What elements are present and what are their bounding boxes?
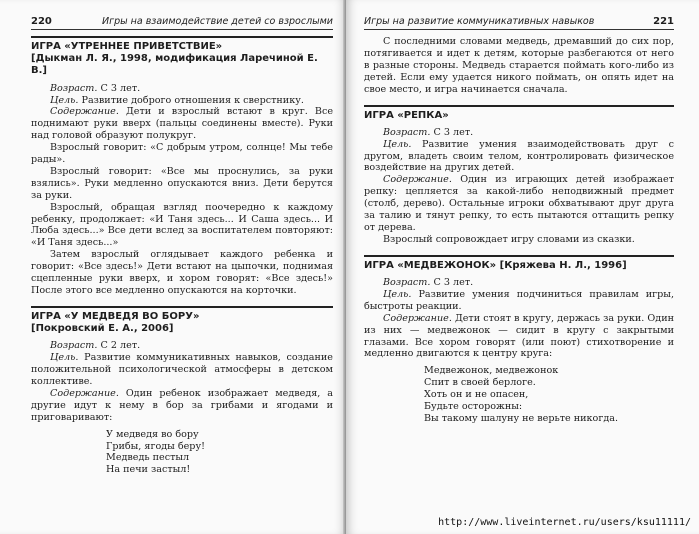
content-text: Один из играющих детей изображает репку: цепляется за какой-либо неподвижный предмет (столб, дерево). Остальные игроки обхватывают друг друга за талию и тянут репку, то есть пытаются оттащить репку от дерева. xyxy=(364,174,674,233)
content-paragraph xyxy=(364,174,674,234)
poem-line: Вы такому шалуну не верьте никогда. xyxy=(424,412,619,424)
body-paragraph: Взрослый говорит: «С добрым утром, солнце! Мы тебе рады». xyxy=(31,142,333,166)
poem-line: У медведя во бору xyxy=(106,428,199,440)
running-head: Игры на развитие коммуникативных навыков xyxy=(364,16,595,27)
right-page xyxy=(346,0,699,534)
game-title: ИГРА «РЕПКА» xyxy=(364,109,449,121)
poem-line: Хоть он и не опасен, xyxy=(424,389,529,401)
left-page-header xyxy=(31,8,333,30)
goal-text: Развитие умения взаимодействовать друг с другом, владеть своим телом, контролировать физическое воздействие на других детей. xyxy=(364,138,674,174)
left-page-content xyxy=(31,36,333,476)
content-label: Содержание. xyxy=(383,174,452,186)
age-label: Возраст. xyxy=(50,340,98,352)
game-title: ИГРА «МЕДВЕЖОНОК» [Кряжева Н. Л., 1996] xyxy=(364,259,627,271)
content-label: Содержание. xyxy=(50,387,119,399)
left-page xyxy=(0,0,346,534)
page-number: 221 xyxy=(653,16,674,27)
age-paragraph xyxy=(31,83,333,95)
content-text: Дети и взрослый встают в круг. Все поднимают руки вверх (пальцы соединены вместе). Руки над головой образуют полукруг. xyxy=(31,106,333,142)
goal-paragraph xyxy=(364,289,674,313)
age-value: С 2 лет. xyxy=(97,340,141,352)
game-title-block xyxy=(31,36,333,78)
content-paragraph xyxy=(364,313,674,361)
content-label: Содержание. xyxy=(50,106,119,118)
content-paragraph xyxy=(31,388,333,424)
right-page-content xyxy=(364,36,674,425)
age-label: Возраст. xyxy=(383,126,431,138)
body-paragraph: Взрослый говорит: «Все мы проснулись, за руки взялись». Руки медленно опускаются вниз. Дети берутся за руки. xyxy=(31,165,333,201)
age-paragraph xyxy=(31,340,333,352)
age-label: Возраст. xyxy=(383,277,431,288)
goal-paragraph xyxy=(31,95,333,107)
age-value: С 3 лет. xyxy=(97,82,141,94)
game-title: ИГРА «УТРЕННЕЕ ПРИВЕТСТВИЕ» xyxy=(31,41,223,52)
game-title-block xyxy=(364,255,674,272)
content-label: Содержание. xyxy=(383,312,452,324)
body-paragraph: Взрослый, обращая взгляд поочередно к каждому ребенку, продолжает: «И Таня здесь... И Саша здесь... И Люба здесь...» Все дети вслед за воспитателем повторяют: «И Таня здесь...» xyxy=(31,201,333,249)
body-paragraph: Затем взрослый оглядывает каждого ребенка и говорит: «Все здесь!» Дети встают на цыпочки, поднимая сцепленные руки вверх, и хором говорят: «Все здесь!» После этого все медленно опускаются на корточки. xyxy=(31,249,333,297)
body-paragraph: Взрослый сопровождает игру словами из сказки. xyxy=(383,233,635,245)
poem-line: Будьте осторожны: xyxy=(424,401,523,413)
age-paragraph xyxy=(364,277,674,289)
poem xyxy=(424,365,674,425)
age-paragraph xyxy=(364,127,674,139)
poem-line: Медведь пестыл xyxy=(106,452,190,464)
poem-line: Грибы, ягоды беру! xyxy=(106,440,205,452)
goal-text: Развитие коммуникативных навыков, создание положительной психологической атмосферы в детском коллективе. xyxy=(31,352,333,388)
game-source: [Дыкман Л. Я., 1998, модификация Ларечиной Е. В.] xyxy=(31,53,318,77)
content-text: Дети стоят в кругу, держась за руки. Один из них — медвежонок — сидит в кругу с закрытыми глазами. Все хором говорят (или поют) стихотворение и медленно двигаются к центру круга: xyxy=(364,312,674,360)
content-text: Один ребенок изображает медведя, а другие идут к нему в бор за грибами и ягодами и приговаривают: xyxy=(31,387,333,423)
goal-label: Цель. xyxy=(383,288,412,300)
goal-paragraph xyxy=(31,352,333,388)
goal-paragraph xyxy=(364,139,674,175)
goal-label: Цель. xyxy=(50,352,79,364)
poem-line: На печи застыл! xyxy=(106,464,191,476)
poem-line: Спит в своей берлоге. xyxy=(424,377,536,389)
goal-label: Цель. xyxy=(50,94,79,106)
right-page-header xyxy=(364,8,674,30)
poem xyxy=(106,429,333,477)
age-value: С 3 лет. xyxy=(430,126,474,138)
game-source: [Покровский Е. А., 2006] xyxy=(31,323,174,335)
goal-label: Цель. xyxy=(383,138,412,150)
content-paragraph xyxy=(31,106,333,142)
watermark-url: http://www.liveinternet.ru/users/ksu11111/ xyxy=(438,517,691,528)
running-head: Игры на взаимодействие детей со взрослыми xyxy=(102,16,333,27)
game-title-block xyxy=(364,105,674,122)
body-paragraph: С последними словами медведь, дремавший до сих пор, потягивается и идет к детям, которые разбегаются от него в разные стороны. Медведь старается поймать кого-либо из детей. Если ему удается никого поймать, он опять идет на свое место, и игра начинается сначала. xyxy=(364,36,674,95)
age-value: С 3 лет. xyxy=(430,277,474,288)
game-title-block xyxy=(31,306,333,335)
page-number: 220 xyxy=(31,16,52,27)
game-title: ИГРА «У МЕДВЕДЯ ВО БОРУ» xyxy=(31,310,200,322)
age-label: Возраст. xyxy=(50,82,98,94)
poem-line: Медвежонок, медвежонок xyxy=(424,365,559,377)
goal-text: Развитие доброго отношения к сверстнику. xyxy=(78,94,304,106)
goal-text: Развитие умения подчиниться правилам игры, быстроты реакции. xyxy=(364,288,674,312)
